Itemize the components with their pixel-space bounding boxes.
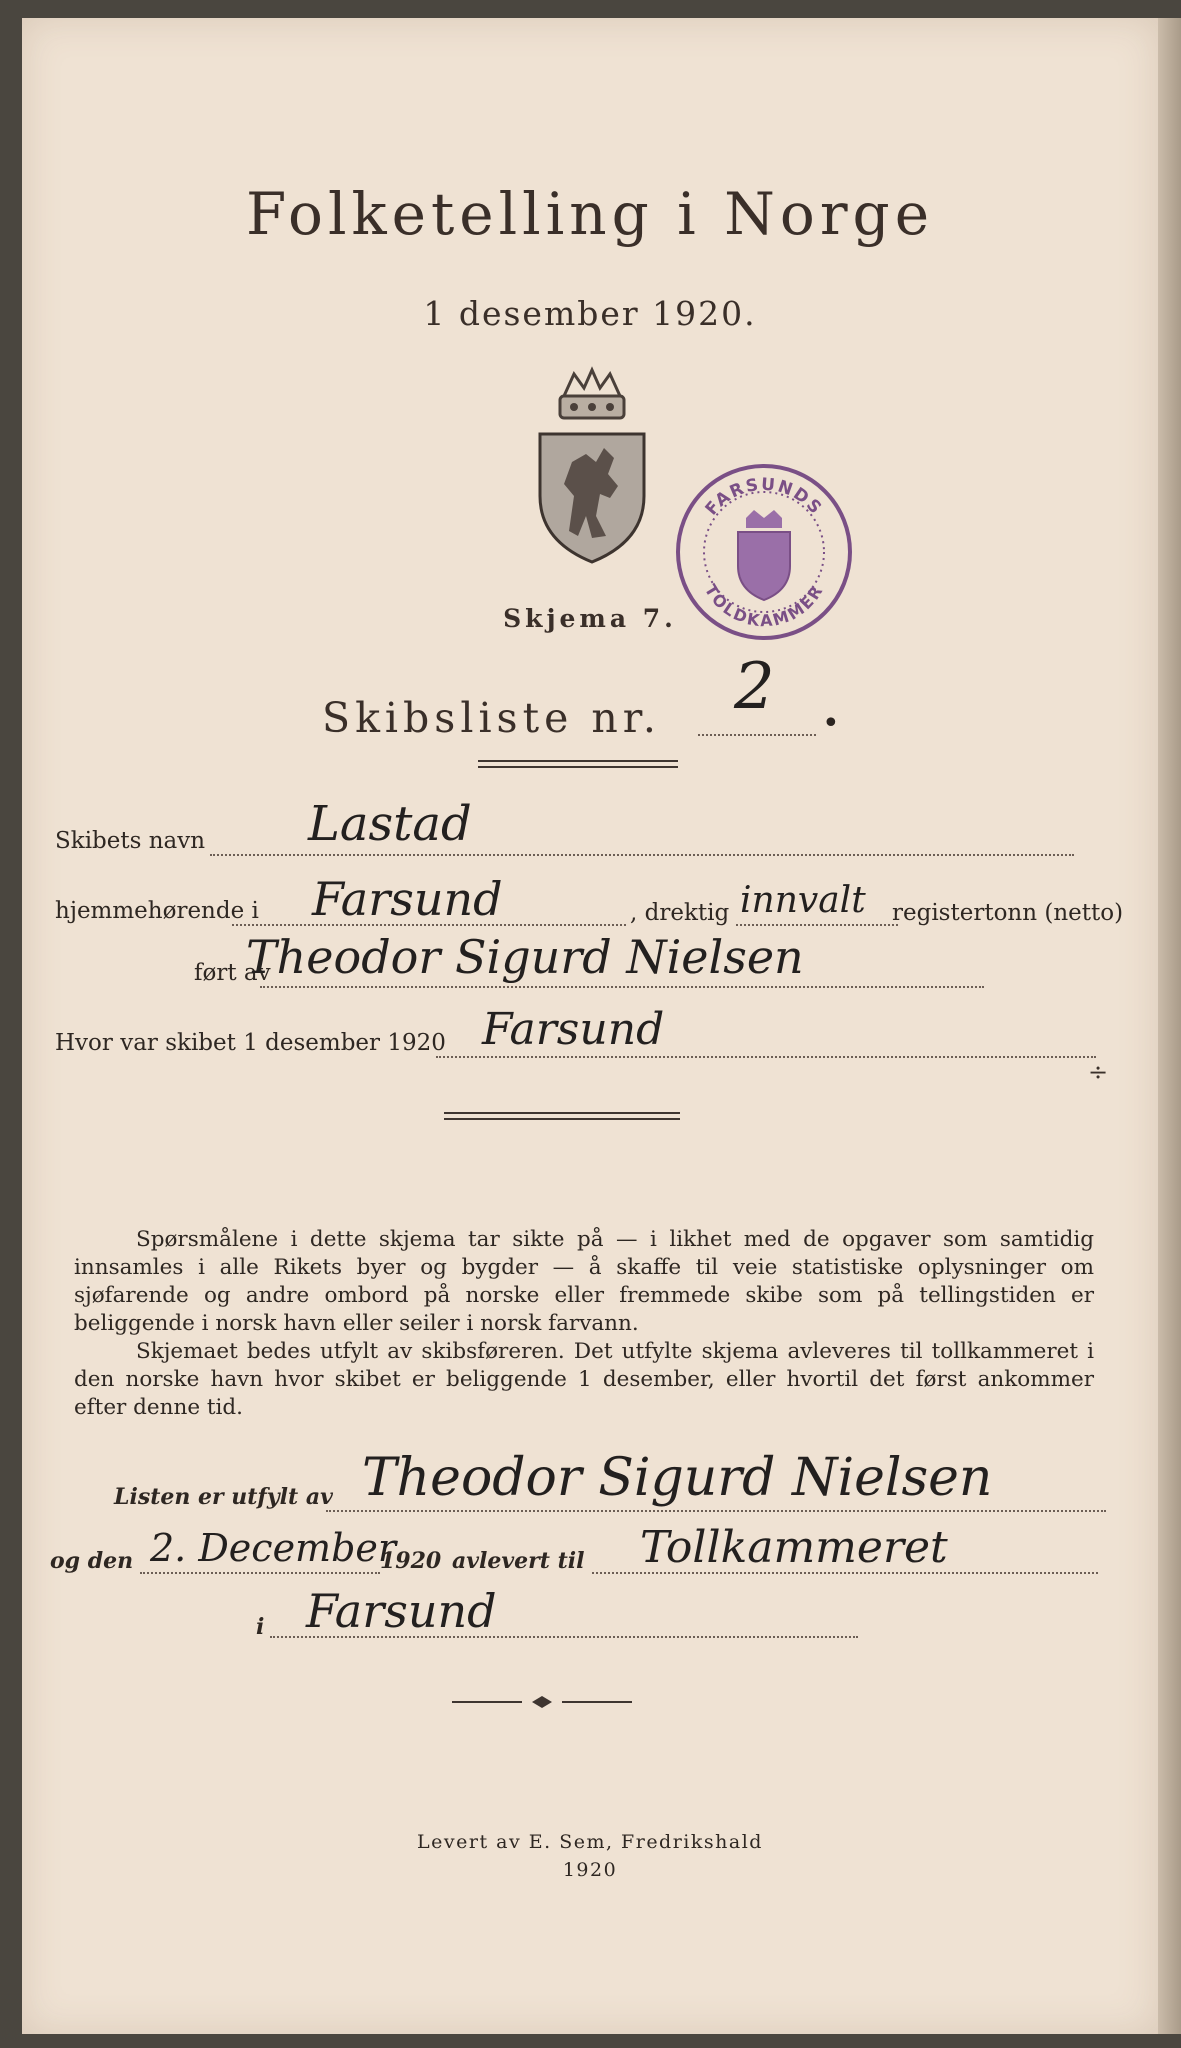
- divider-mid-2: [444, 1118, 680, 1120]
- ship-name-label: Skibets navn: [55, 828, 206, 854]
- date-value: 2. December: [150, 1526, 397, 1570]
- delivered-to-value: Tollkammeret: [640, 1522, 948, 1573]
- printer-footer: [22, 1828, 1158, 1884]
- divider-mid-1: [444, 1112, 680, 1114]
- tonnage-line: [736, 924, 898, 926]
- instructions-paragraph-2: Skjemaet bedes utfylt av skibsføreren. Det utfylte skjema avleveres til tollkammeret i den norske havn hvor skibet er beliggende 1 desember, eller hvortil det først ankommer efter denne tid.: [74, 1339, 1094, 1420]
- filled-by-label: Listen er utfylt av: [114, 1484, 333, 1510]
- census-form-page: [22, 18, 1158, 2034]
- home-port-value: Farsund: [312, 872, 503, 926]
- instructions-paragraph-1: Spørsmålene i dette skjema tar sikte på — i likhet med de opgaver som samtidig innsamles i alle Rikets byer og bygder — å skaffe til veie statistiske oplysninger om sjøfarende og andre ombord på norske eller fremmede skibe som på tellingstiden er beliggende i norsk havn eller seiler i norsk farvann.: [74, 1227, 1094, 1336]
- margin-mark: ÷: [1088, 1058, 1109, 1086]
- date-label-pre: og den: [50, 1548, 134, 1574]
- place-value: Farsund: [306, 1584, 497, 1638]
- divider-top-2: [478, 766, 678, 768]
- divider-top-1: [478, 760, 678, 762]
- location-label: Hvor var skibet 1 desember 1920: [55, 1030, 446, 1056]
- home-port-label: hjemmehørende i: [55, 898, 259, 924]
- tonnage-label: , drektig: [630, 900, 730, 926]
- captain-value: Theodor Sigurd Nielsen: [246, 930, 804, 984]
- svg-text:FARSUNDS: [702, 475, 827, 520]
- census-date: 1 desember 1920.: [423, 294, 757, 333]
- tonnage-unit: registertonn (netto): [892, 900, 1124, 926]
- captain-line: [260, 986, 984, 988]
- captain-label: ført av: [194, 960, 271, 986]
- page-edge: [1158, 18, 1181, 2034]
- stamp-top-text: FARSUNDS: [701, 474, 827, 520]
- date-year-label: 1920: [380, 1548, 442, 1574]
- ornament-divider: [452, 1694, 632, 1710]
- delivered-to-label: avlevert til: [452, 1548, 585, 1574]
- location-value: Farsund: [482, 1004, 665, 1055]
- filled-by-value: Theodor Sigurd Nielsen: [362, 1448, 993, 1508]
- date-line: [140, 1572, 380, 1574]
- location-line: [436, 1056, 1096, 1058]
- schema-number: Skjema 7.: [503, 604, 677, 633]
- list-number-value: 2: [734, 650, 775, 724]
- tonnage-value: innvalt: [740, 880, 866, 921]
- ship-list-label: Skibsliste nr.: [322, 694, 661, 742]
- list-number-line: [698, 734, 816, 736]
- filled-by-line: [326, 1510, 1106, 1512]
- ship-name-value: Lastad: [308, 796, 472, 852]
- stamp-bottom-text: TOLDKAMMER: [700, 580, 828, 631]
- printer-year: 1920: [562, 1859, 618, 1881]
- form-title: Folketelling i Norge: [245, 180, 935, 248]
- instructions-text: [74, 1226, 1094, 1422]
- printer-line: Levert av E. Sem, Fredrikshald: [417, 1831, 763, 1853]
- place-label: i: [256, 1614, 265, 1640]
- ship-name-line: [210, 854, 1074, 856]
- list-number-dot: •: [822, 706, 840, 741]
- norwegian-coat-of-arms-icon: [534, 366, 650, 566]
- ship-list-heading: [322, 694, 661, 742]
